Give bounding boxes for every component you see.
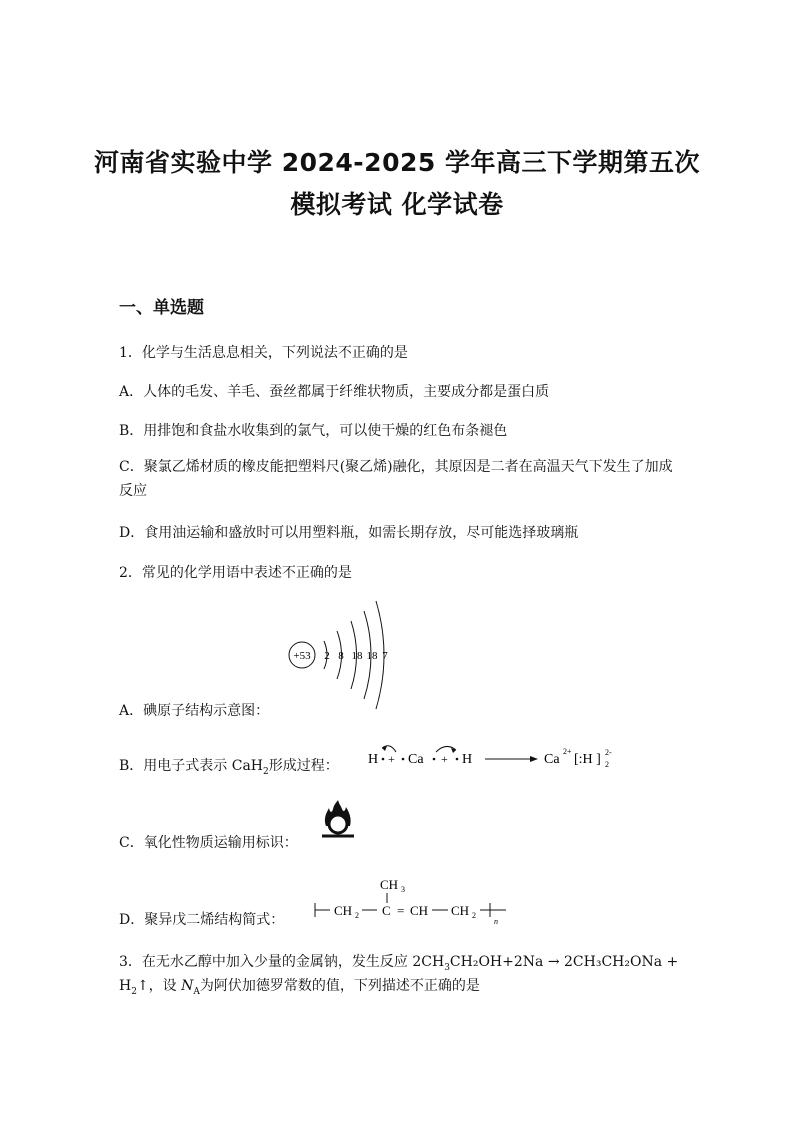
shell-count-2: 8 <box>338 650 344 662</box>
ef-dot <box>402 758 405 761</box>
exam-title-line1: 河南省实验中学 2024-2025 学年高三下学期第五次 <box>94 148 700 177</box>
q3-line2-pre: H <box>119 978 132 994</box>
q2-b-text: B．用电子式表示 CaH <box>119 758 264 774</box>
poly-c: C <box>382 903 391 918</box>
poly-ch3-sub: 3 <box>401 885 405 894</box>
q3-line1-pre: 3．在无水乙醇中加入少量的金属钠，发生反应 2CH <box>119 954 445 970</box>
nucleus-charge: +53 <box>293 650 311 662</box>
q3-line2-sub: 2 <box>131 986 137 997</box>
ef-dot <box>433 758 436 761</box>
q1-option-a: A．人体的毛发、羊毛、蚕丝都属于纤维状物质，主要成分都是蛋白质 <box>119 384 550 400</box>
q1-stem: 1．化学与生活息息相关，下列说法不正确的是 <box>119 345 408 361</box>
polyisoprene-structure <box>310 872 520 928</box>
ef-product-h: [:H ] <box>574 752 601 767</box>
exam-title-line2: 模拟考试 化学试卷 <box>290 190 504 219</box>
cah2-formation-diagram <box>360 738 630 778</box>
poly-ch2a: CH <box>334 903 353 918</box>
oxidizer-hazard-icon <box>318 800 358 840</box>
poly-ch3: CH <box>380 877 399 892</box>
ef-dot <box>382 758 385 761</box>
q2-b-text-post: 形成过程： <box>268 758 339 774</box>
q2-b-sub: 2 <box>263 766 269 777</box>
ef-product-ca-charge: 2+ <box>563 747 572 756</box>
poly-ch2b-sub: 2 <box>472 911 476 920</box>
q2-option-b <box>119 755 339 777</box>
shell-count-5: 7 <box>382 650 388 662</box>
q3-sub-3: 3 <box>444 962 450 973</box>
na-sub: A <box>193 986 200 997</box>
ef-product-sub: 2 <box>605 760 609 769</box>
poly-ch2a-sub: 2 <box>355 911 359 920</box>
section-heading: 一、单选题 <box>119 298 204 318</box>
q1-option-d: D．食用油运输和盛放时可以用塑料瓶，如需长期存放，尽可能选择玻璃瓶 <box>119 525 579 541</box>
q3-line2-mid: ↑，设 <box>136 978 182 994</box>
q1-option-c: C．聚氯乙烯材质的橡皮能把塑料尺(聚乙烯)融化，其原因是二者在高温天气下发生了加成反应 <box>119 459 673 499</box>
ef-h-right: H <box>462 752 473 767</box>
poly-eq: = <box>397 903 405 918</box>
q3-line2 <box>119 975 480 997</box>
q2-option-c: C．氧化性物质运输用标识： <box>119 835 298 851</box>
ef-product-charge: 2- <box>605 748 612 757</box>
ef-h-left: H <box>368 752 379 767</box>
q2-option-a: A．碘原子结构示意图： <box>119 703 270 719</box>
poly-ch2b: CH <box>451 903 470 918</box>
na-symbol: N <box>181 978 194 994</box>
q2-option-d: D．聚异戊二烯结构简式： <box>119 912 285 928</box>
circle-shape <box>329 815 347 833</box>
shell-count-3: 18 <box>351 650 363 662</box>
q3-line2-post: 为阿伏加德罗常数的值，下列描述不正确的是 <box>199 978 480 994</box>
ef-product-ca: Ca <box>544 752 560 767</box>
shell-count-1: 2 <box>324 650 330 662</box>
q2-stem: 2．常见的化学用语中表述不正确的是 <box>119 565 352 581</box>
q3-line1-rest: CH₂OH+2Na → 2CH₃CH₂ONa + <box>449 954 679 970</box>
ef-dot <box>456 758 459 761</box>
q1-option-b: B．用排饱和食盐水收集到的氯气，可以使干燥的红色布条褪色 <box>119 423 508 439</box>
poly-n: n <box>494 917 498 926</box>
ef-plus: + <box>388 752 395 766</box>
poly-ch: CH <box>410 903 429 918</box>
reaction-arrow-head <box>530 756 538 762</box>
ef-ca: Ca <box>408 752 424 767</box>
iodine-atom-diagram <box>280 598 410 713</box>
q3-line1 <box>119 951 678 973</box>
ef-plus: + <box>441 752 448 766</box>
shell-count-4: 18 <box>366 650 378 662</box>
